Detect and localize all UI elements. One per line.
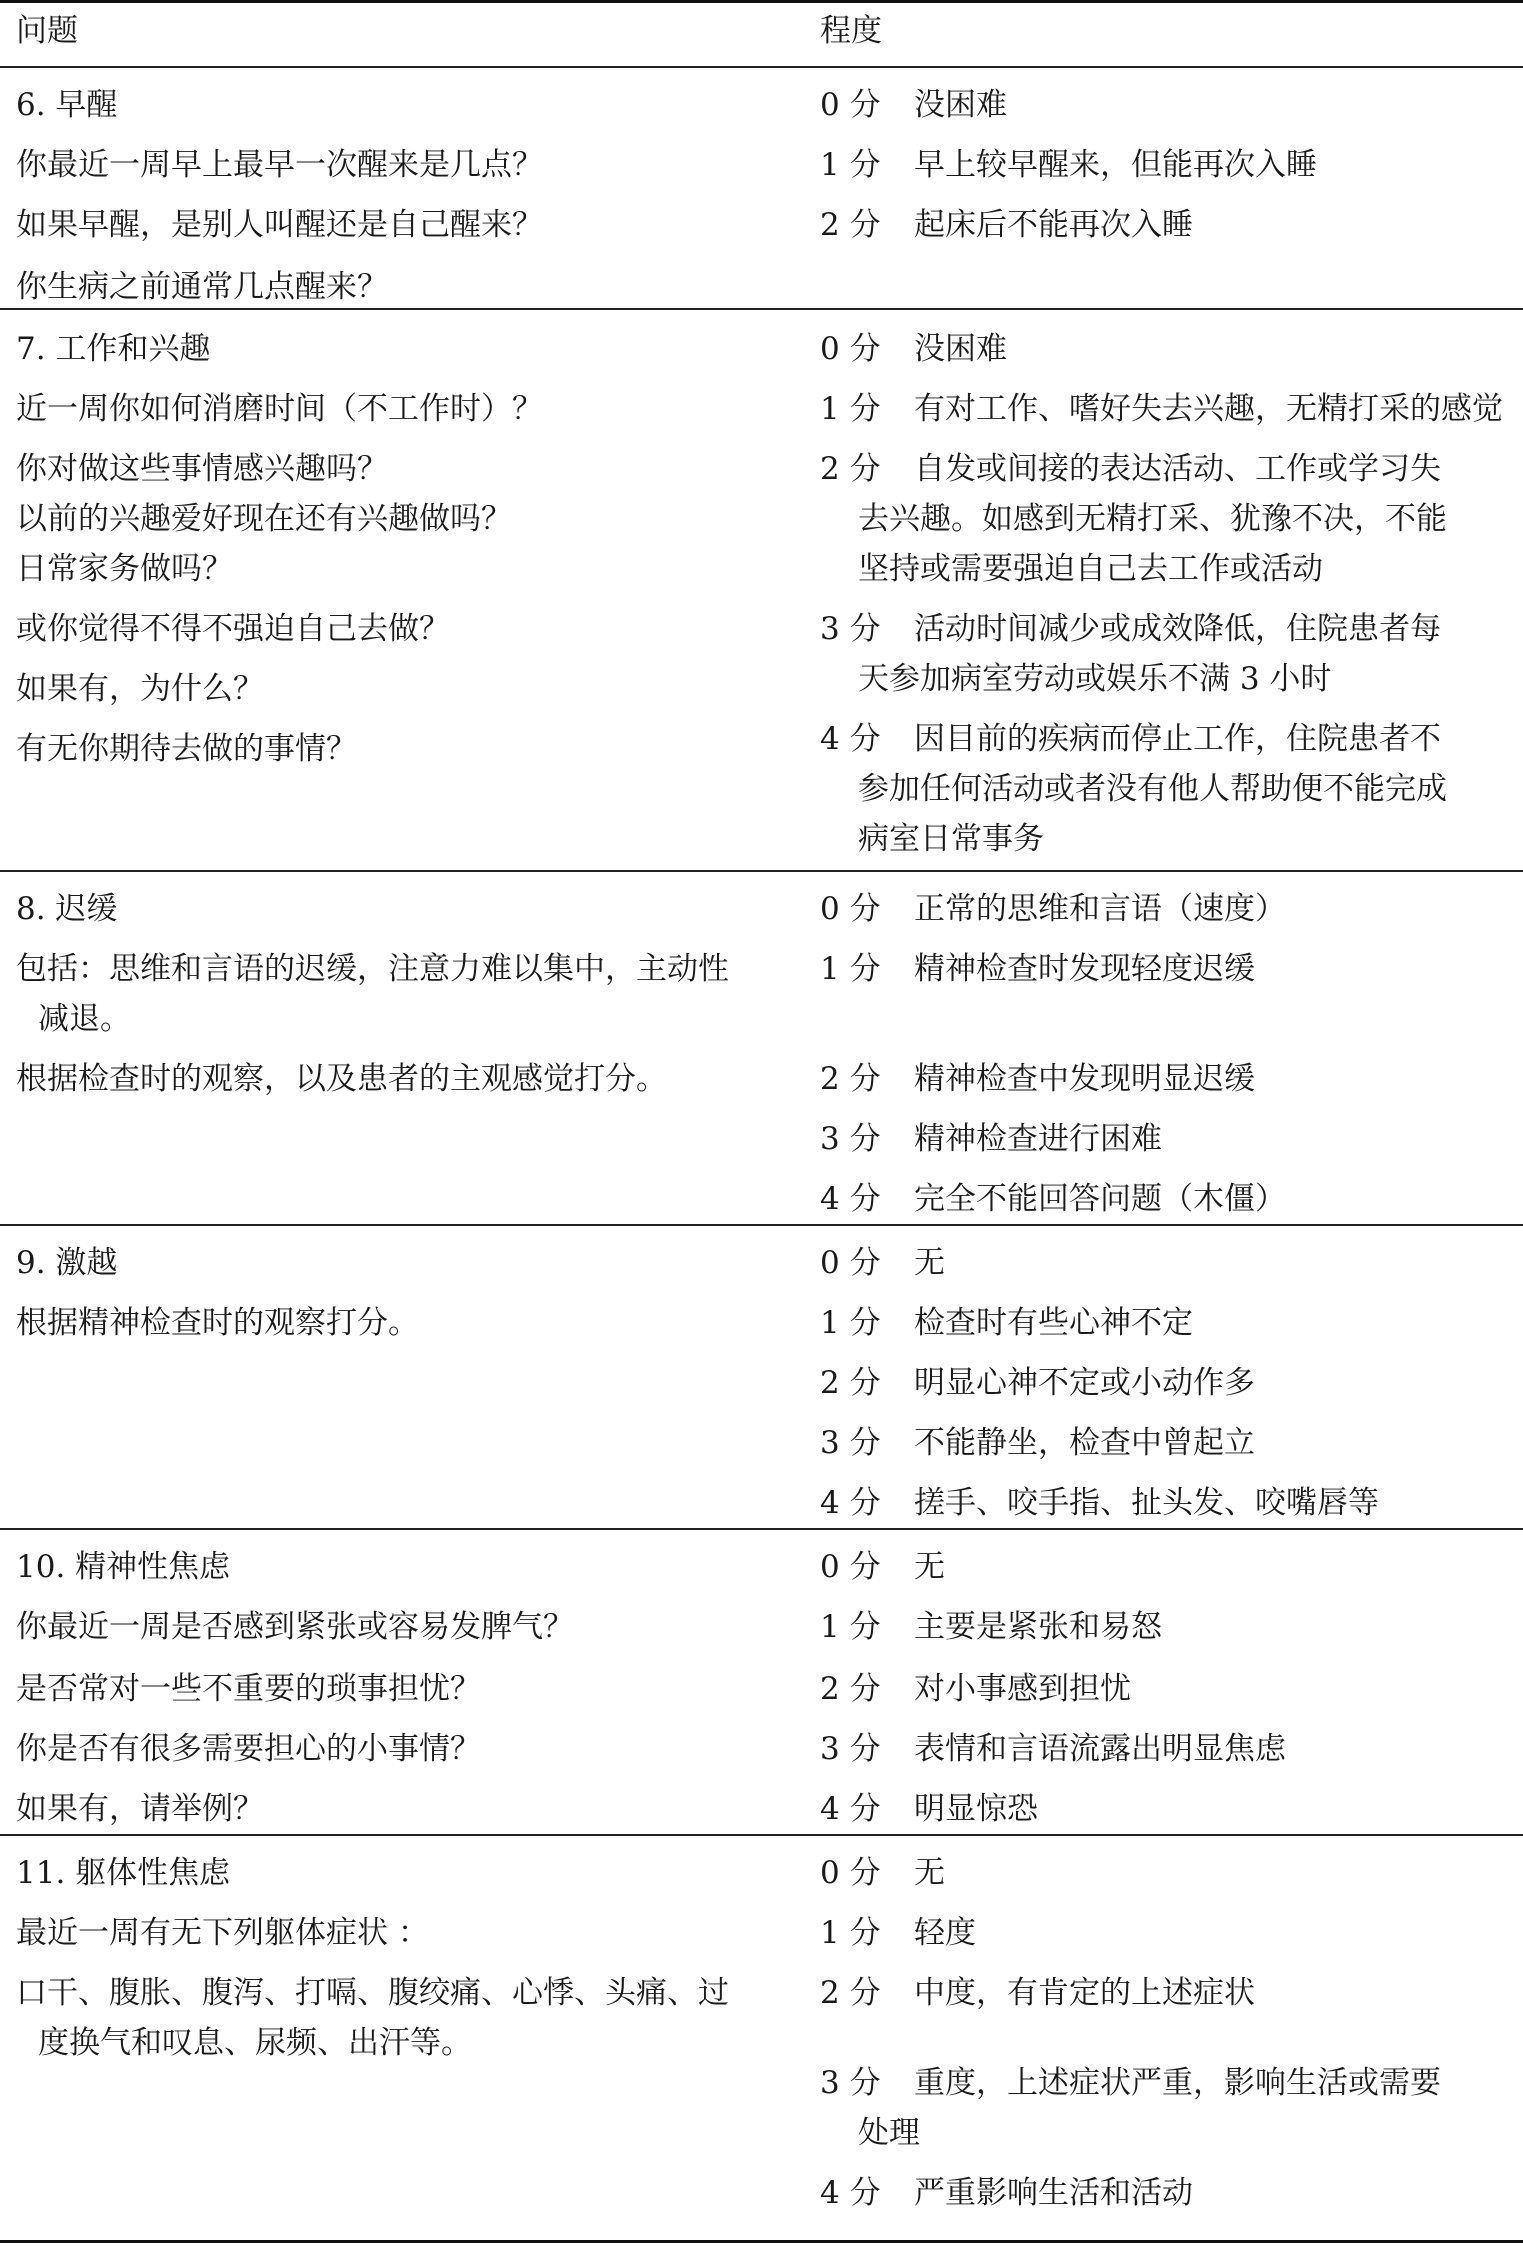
score-label: 1 分	[820, 391, 881, 427]
score-description: 自发或间接的表达活动、工作或学习失	[914, 451, 1441, 487]
section-title: 9. 激越	[16, 1245, 118, 1281]
section-title: 11. 躯体性焦虑	[16, 1855, 231, 1891]
question-text: 有无你期待去做的事情？	[16, 731, 357, 767]
score-description: 中度，有肯定的上述症状	[914, 1975, 1255, 2011]
question-text: 是否常对一些不重要的琐事担忧？	[16, 1671, 481, 1707]
question-text: 以前的兴趣爱好现在还有兴趣做吗？	[16, 501, 512, 537]
score-description: 无	[914, 1549, 945, 1585]
question-text: 你最近一周是否感到紧张或容易发脾气？	[16, 1609, 574, 1645]
header-rule	[0, 66, 1523, 68]
score-label: 1 分	[820, 1609, 881, 1645]
score-label: 2 分	[820, 1671, 881, 1707]
section-title: 7. 工作和兴趣	[16, 331, 211, 367]
score-description: 坚持或需要强迫自己去工作或活动	[858, 551, 1323, 587]
section-title: 6. 早醒	[16, 87, 118, 123]
section-divider	[0, 1224, 1523, 1226]
score-description: 因目前的疾病而停止工作，住院患者不	[914, 721, 1441, 757]
score-label: 3 分	[820, 611, 881, 647]
question-text: 度换气和叹息、尿频、出汗等。	[38, 2025, 472, 2061]
score-label: 2 分	[820, 1975, 881, 2011]
score-label: 3 分	[820, 1731, 881, 1767]
section-divider	[0, 1528, 1523, 1530]
score-label: 3 分	[820, 2065, 881, 2101]
score-description: 明显心神不定或小动作多	[914, 1365, 1255, 1401]
score-description: 正常的思维和言语（速度）	[914, 891, 1286, 927]
question-text: 你是否有很多需要担心的小事情？	[16, 1731, 481, 1767]
score-description: 参加任何活动或者没有他人帮助便不能完成	[858, 771, 1447, 807]
score-description: 检查时有些心神不定	[914, 1305, 1193, 1341]
score-label: 2 分	[820, 207, 881, 243]
score-description: 没困难	[914, 331, 1007, 367]
score-label: 4 分	[820, 1485, 881, 1521]
score-description: 表情和言语流露出明显焦虑	[914, 1731, 1286, 1767]
score-description: 轻度	[914, 1915, 976, 1951]
score-description: 明显惊恐	[914, 1791, 1038, 1827]
column-header-degree: 程度	[820, 13, 882, 49]
question-text: 你最近一周早上最早一次醒来是几点？	[16, 147, 543, 183]
question-text: 你生病之前通常几点醒来？	[16, 269, 388, 305]
section-divider	[0, 308, 1523, 310]
score-label: 0 分	[820, 331, 881, 367]
question-text: 日常家务做吗？	[16, 551, 233, 587]
score-description: 活动时间减少或成效降低，住院患者每	[914, 611, 1441, 647]
score-description: 精神检查时发现轻度迟缓	[914, 951, 1255, 987]
score-label: 0 分	[820, 87, 881, 123]
score-description: 严重影响生活和活动	[914, 2175, 1193, 2211]
score-label: 4 分	[820, 2175, 881, 2211]
score-description: 天参加病室劳动或娱乐不满 3 小时	[858, 661, 1332, 697]
score-description: 去兴趣。如感到无精打采、犹豫不决，不能	[858, 501, 1447, 537]
score-description: 无	[914, 1245, 945, 1281]
score-label: 0 分	[820, 1855, 881, 1891]
question-text: 根据精神检查时的观察打分。	[16, 1305, 419, 1341]
section-title: 8. 迟缓	[16, 891, 118, 927]
score-label: 4 分	[820, 721, 881, 757]
score-description: 重度，上述症状严重，影响生活或需要	[914, 2065, 1441, 2101]
score-description: 早上较早醒来，但能再次入睡	[914, 147, 1317, 183]
score-description: 不能静坐，检查中曾起立	[914, 1425, 1255, 1461]
score-description: 起床后不能再次入睡	[914, 207, 1193, 243]
score-description: 处理	[858, 2115, 920, 2151]
score-description: 搓手、咬手指、扯头发、咬嘴唇等	[914, 1485, 1379, 1521]
question-text: 减退。	[38, 1001, 131, 1037]
score-label: 1 分	[820, 147, 881, 183]
score-label: 3 分	[820, 1121, 881, 1157]
question-text: 你对做这些事情感兴趣吗？	[16, 451, 388, 487]
score-label: 4 分	[820, 1181, 881, 1217]
score-description: 无	[914, 1855, 945, 1891]
score-description: 对小事感到担忧	[914, 1671, 1131, 1707]
score-label: 1 分	[820, 951, 881, 987]
question-text: 如果有，请举例？	[16, 1791, 264, 1827]
question-text: 如果早醒，是别人叫醒还是自己醒来？	[16, 207, 543, 243]
question-text: 近一周你如何消磨时间（不工作时）？	[16, 391, 543, 427]
score-label: 2 分	[820, 1061, 881, 1097]
score-label: 1 分	[820, 1305, 881, 1341]
table-bottom-rule	[0, 2240, 1523, 2243]
score-label: 2 分	[820, 1365, 881, 1401]
score-description: 主要是紧张和易怒	[914, 1609, 1162, 1645]
question-text: 如果有，为什么？	[16, 671, 264, 707]
score-description: 有对工作、嗜好失去兴趣，无精打采的感觉	[914, 391, 1503, 427]
score-label: 2 分	[820, 451, 881, 487]
score-description: 没困难	[914, 87, 1007, 123]
score-label: 0 分	[820, 1549, 881, 1585]
score-description: 完全不能回答问题（木僵）	[914, 1181, 1286, 1217]
column-header-question: 问题	[16, 13, 78, 49]
score-description: 精神检查中发现明显迟缓	[914, 1061, 1255, 1097]
score-label: 3 分	[820, 1425, 881, 1461]
score-label: 4 分	[820, 1791, 881, 1827]
question-text: 或你觉得不得不强迫自己去做？	[16, 611, 450, 647]
question-text: 最近一周有无下列躯体症状 ：	[16, 1915, 429, 1951]
score-label: 0 分	[820, 1245, 881, 1281]
table-top-rule	[0, 0, 1523, 3]
score-label: 1 分	[820, 1915, 881, 1951]
section-divider	[0, 870, 1523, 872]
question-text: 口干、腹胀、腹泻、打嗝、腹绞痛、心悸、头痛、过	[16, 1975, 729, 2011]
question-text: 根据检查时的观察，以及患者的主观感觉打分。	[16, 1061, 667, 1097]
section-divider	[0, 1834, 1523, 1836]
score-description: 精神检查进行困难	[914, 1121, 1162, 1157]
score-description: 病室日常事务	[858, 821, 1044, 857]
section-title: 10. 精神性焦虑	[16, 1549, 231, 1585]
question-text: 包括：思维和言语的迟缓，注意力难以集中，主动性	[16, 951, 729, 987]
score-label: 0 分	[820, 891, 881, 927]
